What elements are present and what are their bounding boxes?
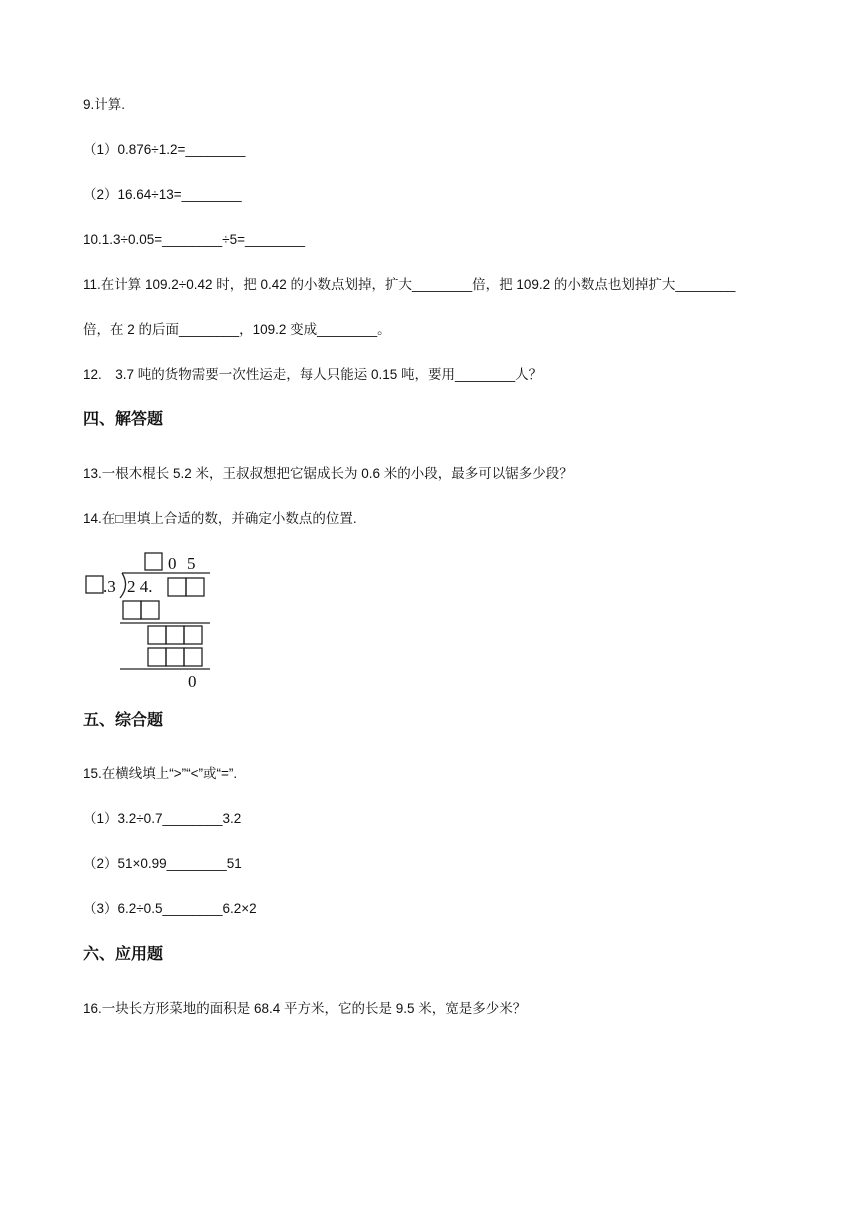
quotient-digit-5: 5 bbox=[187, 554, 196, 573]
quotient-blank-box bbox=[145, 553, 162, 570]
product-2-box-1 bbox=[148, 648, 166, 666]
question-16: 16.一块长方形菜地的面积是 68.4 平方米，它的长是 9.5 米，宽是多少米？ bbox=[83, 1001, 527, 1016]
question-13: 13.一根木棍长 5.2 米，王叔叔想把它锯成长为 0.6 米的小段，最多可以锯多少段？ bbox=[83, 466, 573, 481]
dividend-digits: 2 4. bbox=[127, 577, 153, 596]
section-heading-6: 六、应用题 bbox=[83, 946, 164, 963]
dividend-blank-box-1 bbox=[168, 578, 186, 596]
question-15-part-3: （3）6.2÷0.5________6.2×2 bbox=[83, 901, 257, 916]
final-remainder: 0 bbox=[188, 672, 197, 690]
long-division-figure bbox=[82, 550, 222, 690]
product-2-box-2 bbox=[166, 648, 184, 666]
question-10: 10.1.3÷0.05=________÷5=________ bbox=[83, 232, 306, 247]
question-15-part-1: （1）3.2÷0.7________3.2 bbox=[83, 811, 242, 826]
question-11-line-1: 11.在计算 109.2÷0.42 时，把 0.42 的小数点划掉，扩大________倍，把 109.2 的小数点也划掉扩大________ bbox=[83, 277, 736, 292]
question-15-part-2: （2）51×0.99________51 bbox=[83, 856, 242, 871]
dividend-blank-box-2 bbox=[186, 578, 204, 596]
section-heading-4: 四、解答题 bbox=[83, 411, 164, 428]
product-2-box-3 bbox=[184, 648, 202, 666]
divisor-digits: .3 bbox=[103, 577, 116, 596]
product-1-box-1 bbox=[123, 601, 141, 619]
question-15: 15.在横线填上“>”“<”或“=”. bbox=[83, 766, 238, 781]
question-9-part-2: （2）16.64÷13=________ bbox=[83, 187, 242, 202]
section-heading-5: 五、综合题 bbox=[83, 712, 164, 729]
question-14: 14.在□里填上合适的数，并确定小数点的位置. bbox=[83, 511, 357, 526]
division-bracket bbox=[120, 573, 126, 598]
remainder-box-1 bbox=[148, 626, 166, 644]
question-11-line-2: 倍，在 2 的后面________，109.2 变成________。 bbox=[83, 322, 391, 337]
question-9-part-1: （1）0.876÷1.2=________ bbox=[83, 142, 246, 157]
question-12: 12. 3.7 吨的货物需要一次性运走，每人只能运 0.15 吨，要用________人？ bbox=[83, 367, 543, 382]
product-1-box-2 bbox=[141, 601, 159, 619]
question-9-title: 9.计算. bbox=[83, 97, 126, 112]
remainder-box-2 bbox=[166, 626, 184, 644]
quotient-digit-0: 0 bbox=[168, 554, 177, 573]
divisor-blank-box bbox=[86, 576, 103, 593]
remainder-box-3 bbox=[184, 626, 202, 644]
